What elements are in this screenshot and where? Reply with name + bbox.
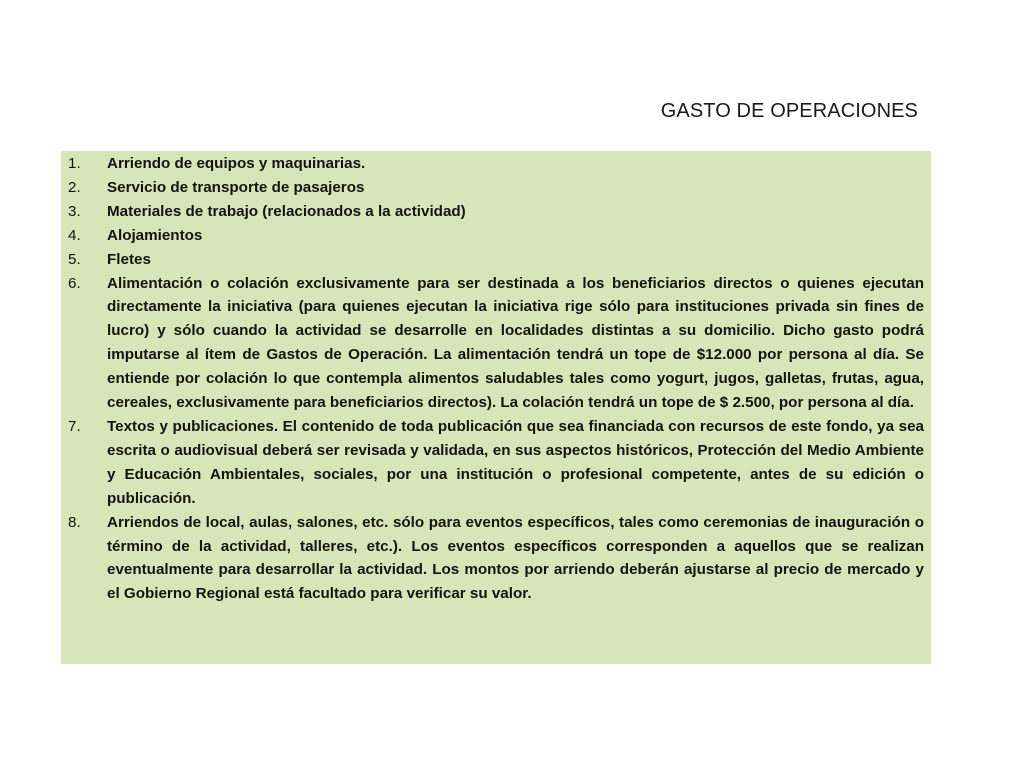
list-item xyxy=(61,200,931,224)
list-item xyxy=(61,415,931,511)
item-text: Materiales de trabajo (relacionados a la actividad) xyxy=(107,202,466,220)
item-number: 4. xyxy=(68,226,81,244)
item-text: Alimentación o colación exclusivamente para ser destinada a los beneficiarios directos o quienes ejecutan directamente la iniciativa (para quienes ejecutan la iniciativa rige sólo para instituciones privada sin fines de lucro) y sólo cuando la actividad se desarrolle en localidades distintas a su domicilio. Dicho gasto podrá imputarse al ítem de Gastos de Operación. La alimentación tendrá un tope de $12.000 por persona al día. Se entiende por colación lo que contempla alimentos saludables tales como yogurt, jugos, galletas, frutas, agua, cereales, exclusivamente para beneficiarios directos). La colación tendrá un tope de $ 2.500, por persona al día. xyxy=(107,274,924,412)
slide-title: GASTO DE OPERACIONES xyxy=(660,100,918,122)
item-text: Fletes xyxy=(107,250,151,268)
item-number: 3. xyxy=(68,202,81,220)
content-box xyxy=(61,151,931,664)
item-list xyxy=(61,152,931,606)
item-number: 1. xyxy=(68,155,81,172)
list-item xyxy=(61,224,931,248)
item-text: Alojamientos xyxy=(107,226,203,244)
list-item xyxy=(61,272,931,415)
list-item xyxy=(61,248,931,272)
list-item xyxy=(61,152,931,176)
item-number: 8. xyxy=(68,513,81,531)
item-text: Textos y publicaciones. El contenido de toda publicación que sea financiada con recursos de este fondo, ya sea escrita o audiovisual deberá ser revisada y validada, en sus aspectos históricos, Protección del Medio Ambiente y Educación Ambientales, sociales, por una institución o profesional competente, antes de su edición o publicación. xyxy=(107,417,924,507)
item-number: 5. xyxy=(68,250,81,268)
item-text: Arriendo de equipos y maquinarias. xyxy=(107,155,366,172)
list-item xyxy=(61,511,931,607)
item-number: 7. xyxy=(68,417,81,435)
item-number: 2. xyxy=(68,178,81,196)
item-number: 6. xyxy=(68,274,81,292)
list-item xyxy=(61,176,931,200)
item-text: Servicio de transporte de pasajeros xyxy=(107,178,365,196)
item-text: Arriendos de local, aulas, salones, etc. sólo para eventos específicos, tales como ceremonias de inauguración o término de la actividad, talleres, etc.). Los eventos específicos corresponden a aquellos que se realizan eventualmente para desarrollar la actividad. Los montos por arriendo deberán ajustarse al precio de mercado y el Gobierno Regional está facultado para verificar su valor. xyxy=(107,513,924,603)
